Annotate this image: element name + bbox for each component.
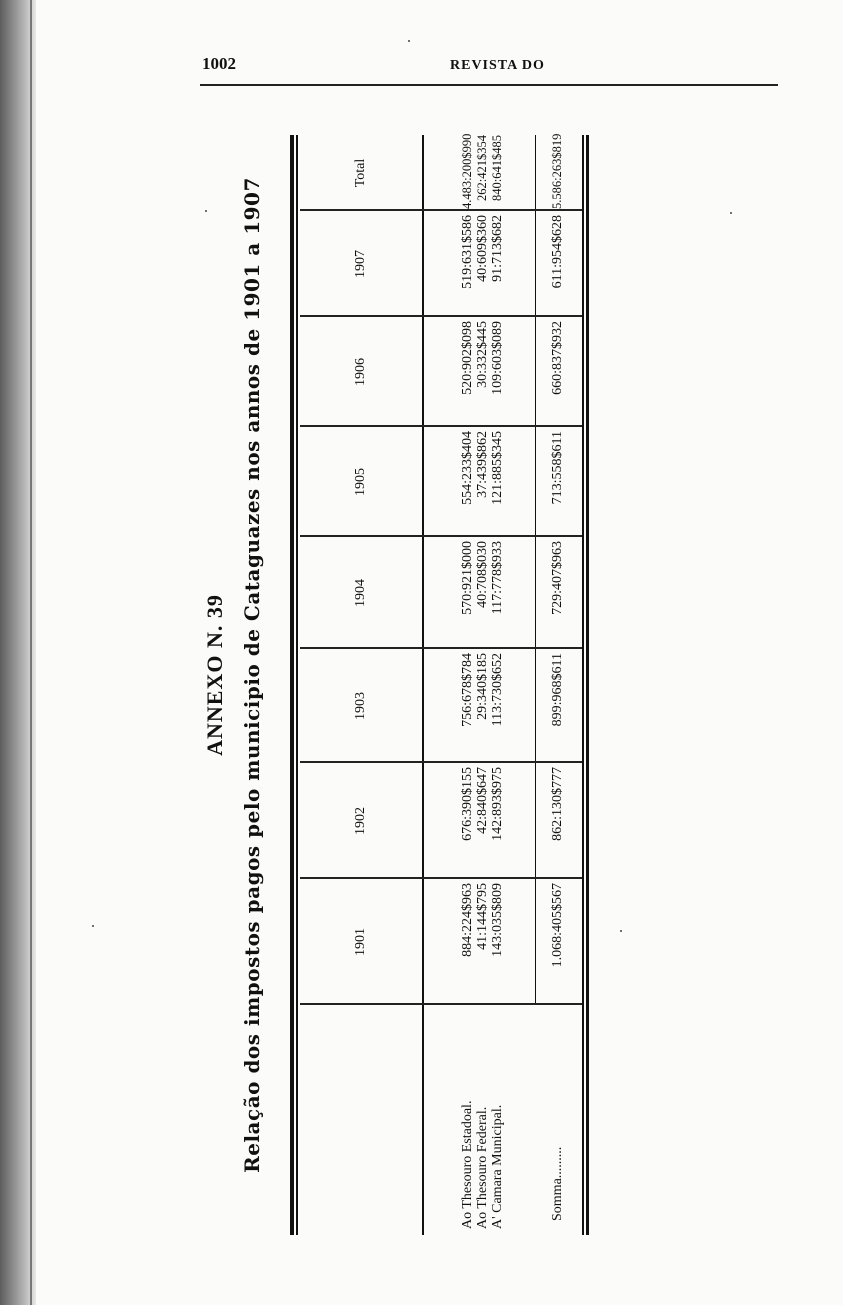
tax-table xyxy=(290,135,760,1235)
column-1905 xyxy=(460,431,505,535)
sum-value: 862:130$777 xyxy=(550,767,565,841)
rotated-annex-page xyxy=(200,105,770,1245)
cell-value: 143:035$809 xyxy=(490,883,505,957)
column-header: 1903 xyxy=(353,692,368,720)
cell-value: 40:609$360 xyxy=(475,215,490,282)
paper-speck xyxy=(408,40,410,42)
column-header: 1905 xyxy=(353,468,368,496)
cell-value: 29:340$185 xyxy=(475,653,490,720)
row-label: A' Camara Municipal. xyxy=(490,1104,505,1229)
cell-value: 30:332$445 xyxy=(475,321,490,388)
table-top-rule-thin xyxy=(296,135,298,1235)
column-1902 xyxy=(460,767,505,877)
sum-value: 899:968$611 xyxy=(550,653,565,727)
cell-value: 554:233$404 xyxy=(460,431,475,505)
header-bottom-rule xyxy=(422,135,424,1235)
cell-value: 109:603$089 xyxy=(490,321,505,395)
row-label: Ao Thesouro Estadoal. xyxy=(460,1100,475,1229)
page-header xyxy=(200,52,780,90)
cell-value: 42:840$647 xyxy=(475,767,490,834)
cell-value: 840:641$485 xyxy=(490,135,504,201)
cell-value: 262:421$354 xyxy=(475,135,489,201)
cell-value: 519:631$586 xyxy=(460,215,475,289)
column-total xyxy=(460,135,505,209)
column-1907 xyxy=(460,215,505,315)
running-title: REVISTA DO xyxy=(450,58,545,73)
column-header: Total xyxy=(353,158,368,188)
column-header: 1904 xyxy=(353,579,368,607)
column-1903 xyxy=(460,653,505,761)
cell-value: 570:921$000 xyxy=(460,541,475,615)
cell-value: 4.483:200$990 xyxy=(460,133,474,209)
sum-value: 1.068:405$567 xyxy=(550,883,565,968)
cell-value: 37:439$862 xyxy=(475,431,490,498)
row-label: Ao Thesouro Federal. xyxy=(475,1106,490,1229)
sum-label: Somma......... xyxy=(550,1146,565,1221)
page-number: 1002 xyxy=(202,54,236,73)
column-1906 xyxy=(460,321,505,425)
sum-value: 611:954$628 xyxy=(550,215,565,289)
table-bottom-rule-thin xyxy=(582,135,584,1235)
cell-value: 117:778$933 xyxy=(490,541,505,615)
table-top-rule xyxy=(290,135,294,1235)
cell-value: 756:678$784 xyxy=(460,653,475,727)
cell-value: 520:902$098 xyxy=(460,321,475,395)
column-header: 1901 xyxy=(353,928,368,956)
column-1901 xyxy=(460,883,505,1003)
table-title: Relação dos impostos pagos pelo municipio de Cataguazes nos annos de 1901 a 1907 xyxy=(240,177,264,1173)
column-header: 1902 xyxy=(353,807,368,835)
cell-value: 113:730$652 xyxy=(490,653,505,727)
column-header: 1907 xyxy=(353,250,368,278)
gutter-line xyxy=(30,0,32,1305)
cell-value: 121:885$345 xyxy=(490,431,505,505)
cell-value: 40:708$030 xyxy=(475,541,490,608)
annex-label: ANNEXO N. 39 xyxy=(202,594,227,756)
cell-value: 41:144$795 xyxy=(475,883,490,950)
cell-value: 676:390$155 xyxy=(460,767,475,841)
cell-value: 91:713$682 xyxy=(490,215,505,282)
paper-speck xyxy=(205,210,207,212)
paper-speck xyxy=(730,212,732,214)
column-header: 1906 xyxy=(353,358,368,386)
sum-value: 729:407$963 xyxy=(550,541,565,615)
sum-value: 660:837$932 xyxy=(550,321,565,395)
row-labels xyxy=(460,1009,505,1235)
cell-value: 884:224$963 xyxy=(460,883,475,957)
cell-value: 142:893$975 xyxy=(490,767,505,841)
header-rule xyxy=(200,84,778,86)
column-1904 xyxy=(460,541,505,647)
paper-speck xyxy=(620,930,622,932)
sum-value: 5.586:263$819 xyxy=(550,133,564,209)
paper-speck xyxy=(92,925,94,927)
sum-rule xyxy=(535,135,536,1005)
table-bottom-rule xyxy=(586,135,589,1235)
sum-value: 713:558$611 xyxy=(550,431,565,505)
